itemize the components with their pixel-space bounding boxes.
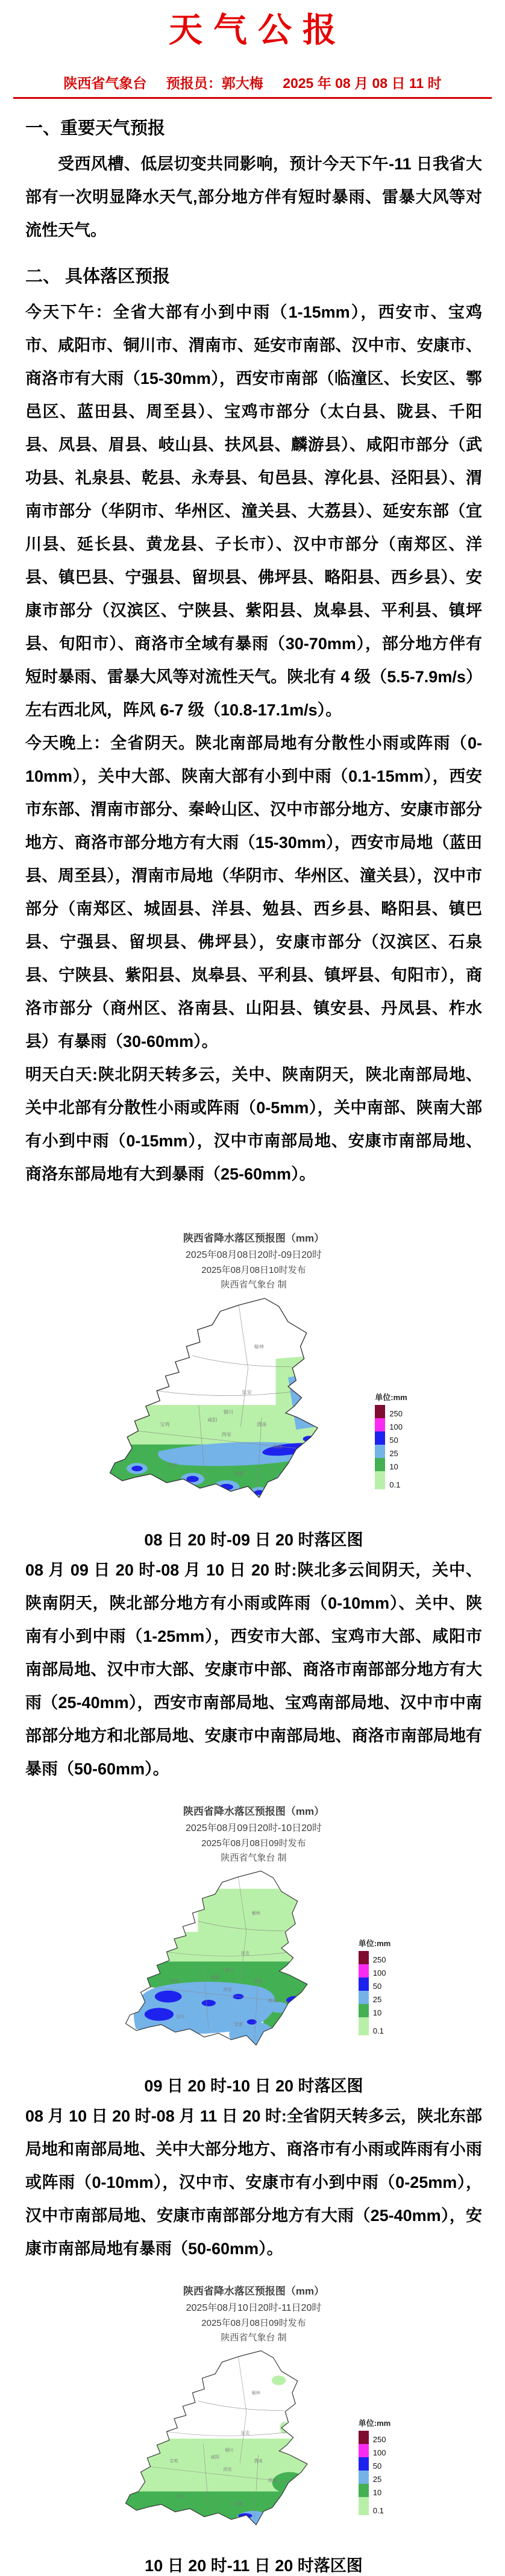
legend-entry: 50 [359, 1978, 381, 1991]
city-label: 宝鸡 [160, 1421, 170, 1427]
legend-swatch-0.1 [359, 2497, 369, 2515]
legend-swatch-10 [359, 2484, 369, 2497]
map-producer: 陕西省气象台 制 [221, 2333, 287, 2343]
map-valid-period: 2025年08月10日20时-11日20时 [186, 2303, 322, 2313]
city-label: 咸阳 [210, 1975, 219, 1981]
map-caption-0910: 09 日 20 时-10 日 20 时落区图 [144, 2077, 363, 2095]
precip-map-svg-1011 [117, 2347, 349, 2536]
legend-entry: 10 [359, 2004, 381, 2017]
city-label: 榆林 [254, 1344, 265, 1350]
legend-swatch-25 [359, 2471, 369, 2484]
legend-swatch-250 [359, 1951, 369, 1964]
city-label: 铜川 [224, 1968, 234, 1973]
map-title: 陕西省降水落区预报图（mm） [183, 1233, 325, 1244]
precip-map-figure-1011 [25, 2282, 482, 2576]
city-label: 安康 [234, 2022, 243, 2027]
legend-swatch-100 [375, 1418, 385, 1431]
map-issue-time: 2025年08月08日09时发布 [201, 1838, 306, 1849]
important-forecast-paragraph: 受西风槽、低层切变共同影响，预计今天下午-11 日我省大部有一次明显降水天气,部分地方伴有短时暴雨、雷暴大风等对流性天气。 [25, 155, 482, 239]
city-label: 渭南 [257, 1421, 267, 1427]
byline-forecaster: 预报员：郭大梅 [166, 75, 263, 91]
legend-swatch-10 [359, 2004, 369, 2017]
city-label: 宝鸡 [169, 2458, 178, 2464]
legend-entry: 50 [359, 2457, 381, 2471]
legend-entry: 250 [375, 1405, 403, 1418]
legend-entry: 0.1 [359, 2017, 384, 2035]
map-producer: 陕西省气象台 制 [221, 1853, 287, 1863]
legend-entry: 250 [359, 2431, 386, 2444]
city-label: 西安 [223, 1987, 232, 1993]
map-valid-period: 2025年08月09日20时-10日20时 [186, 1823, 322, 1833]
byline-station: 陕西省气象台 [63, 75, 147, 91]
legend-swatch-100 [359, 1964, 369, 1978]
legend-swatch-50 [375, 1431, 385, 1445]
city-label: 商洛 [268, 2478, 277, 2483]
city-label: 安康 [234, 2501, 243, 2507]
precip-map-svg-0809 [100, 1294, 365, 1510]
forecast-tonight-paragraph: 今天晚上：全省阴天。陕北南部局地有分散性小雨或阵雨（0-10mm），关中大部、陕南大部有小到中雨（0.1-15mm），西安市东部、渭南市部分、秦岭山区、汉中市部分地方、安康市部分地方、商洛市部分地方有大雨（15-30mm），西安市局地（蓝田县、周至县），渭南市局地（华阴市、华州区、潼关县），汉中市部分（南郑区、城固县、洋县、勉县、西乡县、略阳县、镇巴县、宁强县、留坝县、佛坪县），安康市部分（汉滨区、石泉县、宁陕县、紫阳县、岚皋县、平利县、镇坪县、旬阳市），商洛市部分（商州区、洛南县、山阳县、镇安县、丹凤县、柞水县）有暴雨（30-60mm）。 [25, 734, 482, 1051]
map-producer: 陕西省气象台 制 [221, 1280, 287, 1290]
precip-legend [359, 2417, 391, 2515]
legend-entry: 100 [359, 2444, 386, 2457]
legend-swatch-250 [359, 2431, 369, 2444]
city-label: 延安 [240, 1950, 249, 1956]
legend-unit-label: 单位:mm [358, 1939, 391, 1948]
map-caption-1011: 10 日 20 时-11 日 20 时落区图 [145, 2557, 363, 2575]
legend-entry: 10 [359, 2484, 381, 2497]
legend-swatch-50 [359, 2457, 369, 2471]
legend-swatch-0.1 [375, 1471, 385, 1489]
precip-legend [359, 1937, 391, 2035]
legend-entry: 0.1 [375, 1471, 400, 1489]
city-label: 商洛 [268, 1998, 277, 2003]
legend-entry: 25 [359, 2471, 381, 2484]
city-label: 铜川 [224, 2448, 234, 2453]
legend-unit-label: 单位:mm [375, 1393, 407, 1402]
map-header [25, 2282, 482, 2343]
city-label: 汉中 [176, 2014, 185, 2020]
forecast-1011-paragraph: 08 月 10 日 20 时-08 月 11 日 20 时:全省阴天转多云，陕北东部局地和南部局地、关中大部分地方、商洛市有小雨或阵雨有小雨或阵雨（0-10mm），汉中市、安康市有小到中雨（0-25mm），汉中市南部局地、安康市南部部分地方有大雨（25-40mm），安康市南部局地有暴雨（50-60mm）。 [25, 2107, 482, 2258]
city-label: 安康 [234, 1471, 244, 1477]
city-label: 铜川 [223, 1409, 234, 1415]
legend-entry: 25 [375, 1445, 398, 1458]
legend-swatch-50 [359, 1978, 369, 1991]
precip-map-svg-0910 [117, 1867, 349, 2056]
byline-datetime: 2025 年 08 月 08 日 11 时 [283, 75, 442, 91]
map-issue-time: 2025年08月08日09时发布 [201, 2318, 306, 2328]
map-valid-period: 2025年08月08日20时-09日20时 [186, 1250, 322, 1260]
legend-swatch-0.1 [359, 2017, 369, 2035]
legend-swatch-100 [359, 2444, 369, 2457]
city-label: 咸阳 [207, 1417, 218, 1423]
legend-unit-label: 单位:mm [358, 2419, 391, 2428]
legend-swatch-25 [359, 1991, 369, 2004]
legend-swatch-10 [375, 1458, 385, 1471]
map-title: 陕西省降水落区预报图（mm） [183, 1806, 325, 1817]
city-label: 商洛 [272, 1444, 283, 1450]
legend-entry: 100 [375, 1418, 403, 1431]
precip-map-figure-0809 [25, 1230, 482, 1550]
page-title: 天气公报 [169, 11, 347, 49]
city-label: 榆林 [251, 1911, 260, 1916]
map-caption-0809: 08 日 20 时-09 日 20 时落区图 [144, 1531, 363, 1549]
map-header [25, 1803, 482, 1864]
map-header [25, 1230, 482, 1290]
legend-entry: 50 [375, 1431, 398, 1445]
city-label: 渭南 [254, 2458, 263, 2464]
legend-entry: 0.1 [359, 2497, 384, 2515]
legend-entry: 250 [359, 1951, 386, 1964]
forecast-afternoon-paragraph: 今天下午：全省大部有小到中雨（1-15mm），西安市、宝鸡市、咸阳市、铜川市、渭南市、延安市南部、汉中市、安康市、商洛市有大雨（15-30mm），西安市南部（临潼区、长安区、鄠邑区、蓝田县、周至县）、宝鸡市部分（太白县、陇县、千阳县、凤县、眉县、岐山县、扶风县、麟游县）、咸阳市部分（武功县、礼泉县、乾县、永寿县、旬邑县、淳化县、泾阳县）、渭南市部分（华阴市、华州区、潼关县、大荔县）、延安东部（宜川县、延长县、黄龙县、子长市）、汉中市部分（南郑区、洋县、镇巴县、宁强县、留坝县、佛坪县、略阳县、西乡县）、安康市部分（汉滨区、宁陕县、紫阳县、岚皋县、平利县、镇坪县、旬阳市）、商洛市全域有暴雨（30-70mm），部分地方伴有短时暴雨、雷暴大风等对流性天气。陕北有 4 级（5.5-7.9m/s）左右西北风，阵风 6-7 级（10.8-17.1m/s）。 [25, 303, 482, 719]
city-label: 榆林 [251, 2390, 260, 2396]
city-label: 西安 [221, 1431, 232, 1437]
forecast-tomorrow-paragraph: 明天白天:陕北阴天转多云，关中、陕南阴天，陕北南部局地、关中北部有分散性小雨或阵雨（0-5mm），关中南部、陕南大部有小到中雨（0-15mm），汉中市南部局地、安康市南部局地、商洛东部局地有大到暴雨（25-60mm）。 [25, 1066, 482, 1183]
city-label: 咸阳 [210, 2455, 219, 2460]
section-detail-heading: 二、 具体落区预报 [25, 267, 171, 286]
section-important-heading: 一、重要天气预报 [25, 119, 166, 138]
forecast-0910-paragraph: 08 月 09 日 20 时-08 月 10 日 20 时:陕北多云间阴天，关中、陕南阴天，陕北部分地方有小雨或阵雨（0-10mm）、关中、陕南有小到中雨（1-25mm），西安市大部、宝鸡市大部、咸阳市南部局地、汉中市大部、安康市中部、商洛市南部部分地方有大雨（25-40mm），西安市南部局地、宝鸡南部局地、汉中市中南部部分地方和北部局地、安康市中南部局地、商洛市南部局地有暴雨（50-60mm）。 [25, 1561, 482, 1778]
city-label: 汉中 [176, 2494, 185, 2499]
city-label: 渭南 [254, 1979, 263, 1984]
city-label: 延安 [242, 1389, 252, 1395]
map-title: 陕西省降水落区预报图（mm） [183, 2285, 325, 2297]
rain-areas [117, 1877, 349, 2047]
map-issue-time: 2025年08月08日10时发布 [201, 1265, 306, 1275]
byline [13, 72, 492, 99]
city-label: 宝鸡 [169, 1979, 178, 1984]
legend-entry: 10 [375, 1458, 398, 1471]
precip-legend [375, 1391, 407, 1489]
legend-entry: 100 [359, 1964, 386, 1978]
legend-entry: 25 [359, 1991, 381, 2004]
city-label: 汉中 [168, 1462, 178, 1468]
legend-swatch-250 [375, 1405, 385, 1418]
city-label: 延安 [240, 2430, 249, 2436]
precip-map-figure-0910 [25, 1803, 482, 2096]
legend-swatch-25 [375, 1445, 385, 1458]
document-body [0, 115, 505, 2576]
city-label: 西安 [223, 2467, 232, 2472]
